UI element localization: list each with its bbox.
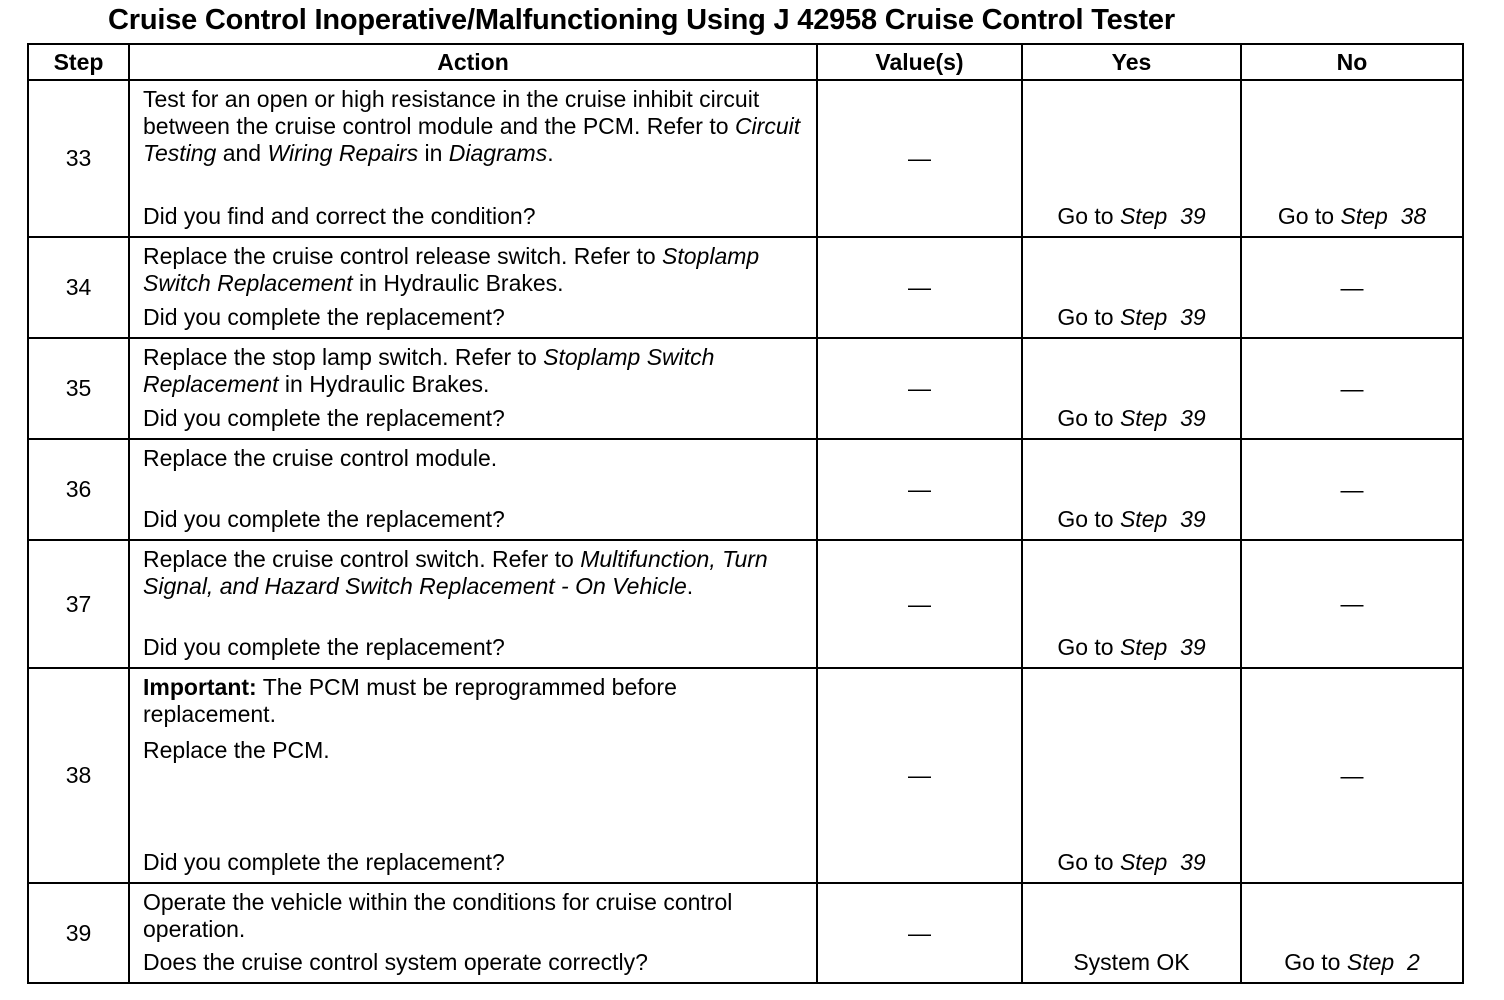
action-cell [129, 668, 817, 883]
no-cell [1241, 80, 1463, 237]
yes-cell [1022, 883, 1241, 983]
no-cell [1241, 237, 1463, 338]
step-number: 37 [28, 540, 129, 668]
go-to-step-link: Go to Step 39 [1057, 304, 1206, 330]
yes-cell [1022, 80, 1241, 237]
action-question: Did you complete the replacement? [143, 634, 505, 660]
action-text: Replace the stop lamp switch. Refer to Stoplamp Switch Replacement in Hydraulic Brakes. [143, 344, 715, 397]
yes-cell [1022, 237, 1241, 338]
action-question: Did you complete the replacement? [143, 304, 505, 330]
value-cell: — [817, 668, 1022, 883]
no-value: — [1340, 274, 1364, 300]
system-ok-result: System OK [1073, 949, 1190, 975]
header-step: Step [28, 44, 129, 80]
no-value: — [1340, 375, 1364, 401]
no-cell [1241, 338, 1463, 439]
no-cell [1241, 439, 1463, 540]
value-cell: — [817, 338, 1022, 439]
action-cell [129, 540, 817, 668]
value-cell: — [817, 80, 1022, 237]
value-cell: — [817, 237, 1022, 338]
action-cell [129, 80, 817, 237]
step-number: 36 [28, 439, 129, 540]
action-text: Replace the cruise control switch. Refer to Multifunction, Turn Signal, and Hazard Switch Replacement - On Vehicle. [143, 546, 768, 599]
step-number: 39 [28, 883, 129, 983]
important-note: Important: The PCM must be reprogrammed before replacement. [143, 674, 677, 727]
action-cell [129, 439, 817, 540]
no-value: — [1340, 762, 1364, 788]
action-text: Operate the vehicle within the conditions for cruise control operation. [143, 889, 733, 942]
no-cell [1241, 540, 1463, 668]
no-cell [1241, 668, 1463, 883]
action-question: Did you complete the replacement? [143, 405, 505, 431]
go-to-step-link: Go to Step 38 [1277, 203, 1427, 229]
header-values: Value(s) [817, 44, 1022, 80]
header-yes: Yes [1022, 44, 1241, 80]
value-cell: — [817, 439, 1022, 540]
yes-cell [1022, 668, 1241, 883]
diagnostic-table [27, 43, 1464, 984]
value-cell: — [817, 883, 1022, 983]
action-question: Does the cruise control system operate correctly? [143, 949, 648, 975]
table-row [28, 439, 1463, 540]
header-action: Action [129, 44, 817, 80]
yes-cell [1022, 338, 1241, 439]
step-number: 34 [28, 237, 129, 338]
go-to-step-link: Go to Step 39 [1057, 849, 1206, 875]
action-cell [129, 237, 817, 338]
yes-cell [1022, 540, 1241, 668]
go-to-step-link: Go to Step 39 [1057, 634, 1206, 660]
step-number: 38 [28, 668, 129, 883]
action-text: Replace the cruise control release switch. Refer to Stoplamp Switch Replacement in Hydraulic Brakes. [143, 243, 760, 296]
action-text: Replace the cruise control module. [143, 445, 498, 471]
action-text: Replace the PCM. [143, 737, 330, 763]
value-cell: — [817, 540, 1022, 668]
no-value: — [1340, 590, 1364, 617]
action-text: Test for an open or high resistance in the cruise inhibit circuit between the cruise control module and the PCM. Refer to Circuit Testing and Wiring Repairs in Diagrams. [143, 86, 801, 166]
table-header-row [28, 44, 1463, 80]
go-to-step-link: Go to Step 39 [1057, 506, 1206, 532]
action-cell [129, 338, 817, 439]
step-number: 35 [28, 338, 129, 439]
table-row [28, 883, 1463, 983]
page-title: Cruise Control Inoperative/Malfunctioning Using J 42958 Cruise Control Tester [108, 4, 1175, 36]
yes-cell [1022, 439, 1241, 540]
action-question: Did you find and correct the condition? [143, 203, 536, 229]
action-question: Did you complete the replacement? [143, 849, 505, 875]
go-to-step-link: Go to Step 39 [1057, 405, 1206, 431]
table-row [28, 338, 1463, 439]
step-number: 33 [28, 80, 129, 237]
table-row [28, 540, 1463, 668]
action-question: Did you complete the replacement? [143, 506, 505, 532]
table-row [28, 668, 1463, 883]
header-no: No [1241, 44, 1463, 80]
action-cell [129, 883, 817, 983]
no-value: — [1340, 476, 1364, 502]
table-row [28, 237, 1463, 338]
no-cell [1241, 883, 1463, 983]
go-to-step-link: Go to Step 39 [1057, 203, 1206, 229]
table-row [28, 80, 1463, 237]
go-to-step-link: Go to Step 2 [1284, 949, 1420, 975]
